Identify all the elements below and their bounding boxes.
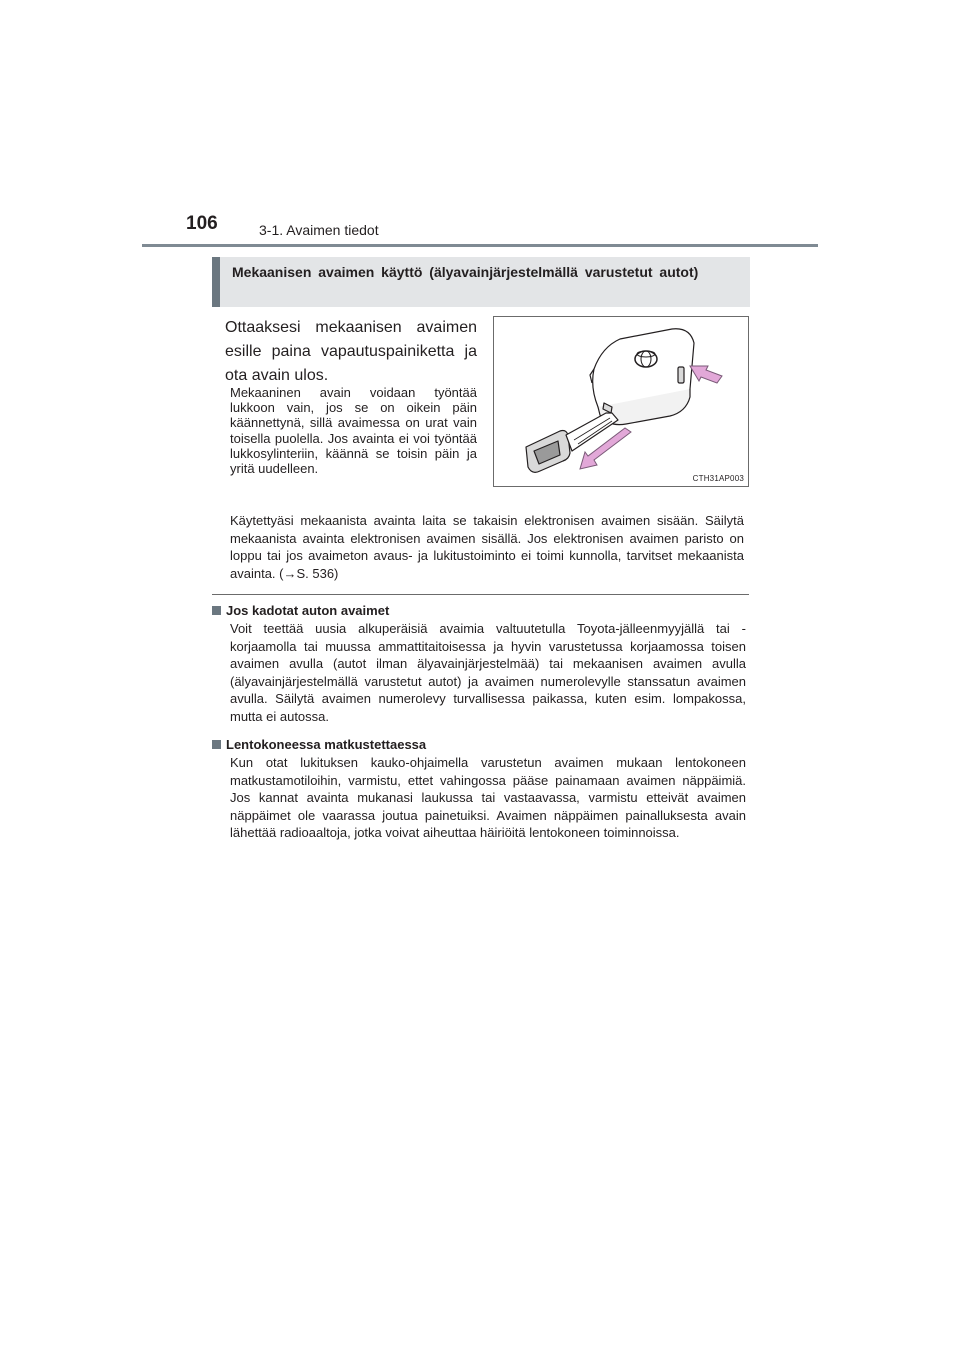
section-heading: Mekaanisen avaimen käyttö (älyavainjärjestelmällä varustetut autot) [232,264,699,280]
info-block-title: Lentokoneessa matkustettaessa [226,737,427,752]
info-block-title: Jos kadotat auton avaimet [226,603,390,618]
page-number: 106 [186,213,218,234]
section-heading-box [212,257,750,307]
section-rule [212,594,749,595]
header-rule [142,244,818,247]
figure-code: CTH31AP003 [692,474,744,483]
info-block-airplane [212,736,746,842]
mechanical-key-icon [526,413,618,472]
release-button [678,367,684,383]
note-paragraph-2: Käytettyäsi mekaanista avainta laita se takaisin elektronisen avaimen sisään. Säilytä mekaanista avainta elektronisen avaimen sisällä. Jos elektronisen avaimen paristo on loppu tai jos avaimeton avaus- ja lukitustoiminto ei toimi kunnolla, tarvitset mekaanista avainta. (→S. 536) [230,513,744,581]
note-paragraph-1: Mekaaninen avain voidaan työntää lukkoon vain, jos se on oikein päin käännettynä, sillä avaimessa on urat vain toisella puolella. Jos avainta ei voi työntää lukkosylinteriin, käännä se toisin päin ja yritä uudelleen. [230,385,477,477]
info-block-body: Voit teettää uusia alkuperäisiä avaimia valtuutetulla Toyota-jälleenmyyjällä tai -korjaamolla tai muussa ammattitaitoisessa ja hyvin varustetussa korjaamossa toisen avaimen avulla (autot ilman älyavainjärjestelmää) tai mekaanisen avaimen avulla (älyavainjärjestelmällä varustetut autot) ja avaimen numerolevylle stanssatun avaimen avulla. Säilytä avaimen numerolevy turvallisessa paikassa, kuten esim. lompakossa, mutta ei autossa. [230,621,746,724]
intro-paragraph: Ottaaksesi mekaanisen avaimen esille paina vapautuspainiketta ja ota avain ulos. [225,319,477,384]
info-block-lost-keys [212,602,746,725]
key-illustration [493,316,749,487]
press-arrow-icon [690,366,722,383]
key-drawing [494,317,748,486]
key-fob-icon [590,329,694,425]
section-label: 3-1. Avaimen tiedot [259,222,379,238]
square-bullet-icon [212,740,221,749]
square-bullet-icon [212,606,221,615]
info-block-body: Kun otat lukituksen kauko-ohjaimella varustetun avaimen mukaan lentokoneen matkustamotiloihin, varmistu, ettet vahingossa pääse painamaan avaimen näppäimiä. Jos kannat avainta mukanasi laukussa tai vastaavassa, varmistu etteivät avaimen näppäimet ole vaarassa joutua painetuiksi. Avaimen näppäimen painalluksesta avain lähettää radioaaltoja, jotka voivat aiheuttaa häiriöitä lentokoneen toiminnoissa. [230,755,746,840]
